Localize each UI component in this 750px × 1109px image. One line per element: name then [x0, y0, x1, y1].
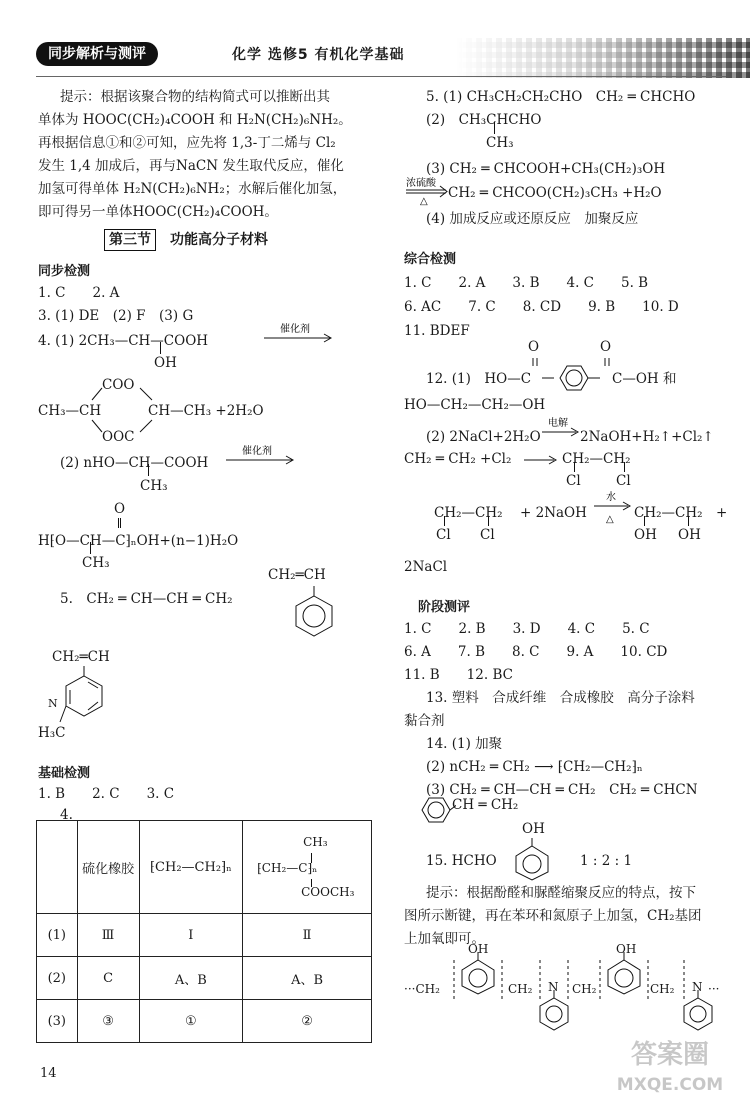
- cyclic-left: CH₃—CH: [38, 403, 102, 419]
- hint-line: 图所示断键，再在苯环和氮原子上加氢，CH₂基团: [404, 908, 702, 924]
- q4-1-equation: 4. (1) 2CH₃—CH—COOH: [38, 333, 209, 349]
- sync-title: 同步检测: [38, 264, 91, 279]
- table-cell: ③: [77, 1000, 139, 1043]
- page-number: 14: [40, 1066, 57, 1081]
- q12-hydrolysis-left: CH₂—CH₂: [434, 505, 503, 521]
- table-cell: A、B: [139, 957, 243, 1000]
- nitrogen: N: [692, 980, 703, 994]
- answer-table: [36, 820, 372, 1043]
- hydroxyl: OH: [522, 821, 545, 837]
- table-header-cell: ⁅CH₂—CH₂⁆ₙ: [139, 821, 243, 914]
- table-cell: ②: [243, 1000, 372, 1043]
- page-header: [36, 38, 726, 72]
- nitrogen: N: [548, 980, 559, 994]
- reaction-arrow: [404, 176, 448, 206]
- methyl: CH₃: [82, 555, 110, 571]
- q4-2-equation: (2) nHO—CH—COOH: [60, 455, 209, 471]
- styrene-label: CH₂═CH: [268, 567, 326, 583]
- methylene: CH₂: [508, 982, 533, 996]
- hint-line: 加氢可得单体 H₂N(CH₂)₆NH₂；水解后催化加氢，: [38, 181, 347, 197]
- ethylene-glycol: HO—CH₂—CH₂—OH: [404, 397, 546, 413]
- chlorine: Cl: [436, 527, 451, 543]
- header-decoration: [456, 38, 750, 78]
- q5-1: 5. (1) CH₃CH₂CH₂CHO CH₂ ═ CHCHO: [426, 89, 696, 105]
- cyclic-right: CH—CH₃ +2H₂O: [148, 403, 264, 419]
- carbonyl-o: O: [600, 339, 612, 355]
- chlorine: Cl: [616, 473, 631, 489]
- hydroxyl: OH: [616, 942, 637, 956]
- table-cell: ①: [139, 1000, 243, 1043]
- reaction-arrow: [592, 490, 632, 526]
- answer-line: 14. (1) 加聚: [426, 736, 503, 752]
- section-title: 功能高分子材料: [170, 232, 268, 248]
- carbonyl-o: O: [528, 339, 540, 355]
- q12-addition: CH₂ ═ CH₂ +Cl₂: [404, 451, 512, 467]
- answer-line: 11. B 12. BC: [404, 667, 513, 683]
- table-cell: A、B: [243, 957, 372, 1000]
- table-cell: Ⅲ: [77, 914, 139, 957]
- table-cell: Ⅰ: [139, 914, 243, 957]
- answer-line: 11. BDEF: [404, 323, 470, 339]
- catalyst-label: 催化剂: [242, 446, 272, 457]
- methylene: CH₂: [650, 982, 675, 996]
- header-title: 化学 选修5 有机化学基础: [232, 47, 405, 63]
- answer-line: 1. B 2. C 3. C: [38, 786, 175, 802]
- q5-2: (2) CH₃CHCHO: [426, 112, 542, 128]
- hint-line: 提示：根据该聚合物的结构简式可以推断出其: [60, 89, 330, 105]
- basic-title: 基础检测: [38, 766, 91, 781]
- q12-2: (2) 2NaCl+2H₂O: [426, 429, 541, 445]
- q12-1-suffix: C—OH 和: [612, 371, 677, 387]
- chlorine: Cl: [480, 527, 495, 543]
- polymer-formula: ⁅CH₂—C⁆ₙ: [257, 861, 318, 875]
- watermark-bottom: MXQE.COM: [616, 1075, 724, 1095]
- benzene-ring-icon: [290, 586, 338, 646]
- coo-top: COO: [102, 377, 135, 393]
- q15-answer: 15. HCHO: [426, 853, 497, 869]
- table-cell: Ⅱ: [243, 914, 372, 957]
- table-row: [37, 1000, 372, 1043]
- hint-line: 再根据信息①和②可知，应先将 1,3-丁二烯与 Cl₂: [38, 135, 336, 151]
- ester-group: COOCH₃: [301, 885, 355, 899]
- hint-line: 上加氧即可。: [404, 931, 485, 947]
- section-label: 第三节: [104, 229, 156, 251]
- heat-label: △: [420, 196, 428, 206]
- answer-line: 6. A 7. B 8. C 9. A 10. CD: [404, 644, 668, 660]
- catalyst-arrow: [224, 444, 296, 472]
- comprehensive-title: 综合检测: [404, 252, 457, 267]
- header-rule: [36, 76, 726, 77]
- watermark-top: 答案圈: [630, 1040, 709, 1070]
- benzene-ring-icon: [530, 354, 616, 398]
- phenol-ring-icon: [508, 838, 556, 882]
- table-cell: (1): [37, 914, 78, 957]
- carbonyl-o: O: [114, 501, 126, 517]
- q12-1: 12. (1) HO—C: [426, 371, 532, 387]
- header-badge: 同步解析与测评: [36, 42, 158, 66]
- answer-line: 1. C 2. A 3. B 4. C 5. B: [404, 275, 649, 291]
- answer-line: 1. C 2. B 3. D 4. C 5. C: [404, 621, 650, 637]
- table-header-cell: 硫化橡胶: [77, 821, 139, 914]
- vinylpyridine-label: CH₂═CH: [52, 649, 110, 665]
- answer-line: (3) CH₂ ═ CH—CH ═ CH₂ CH₂ ═ CHCN: [426, 782, 698, 798]
- table-cell: (2): [37, 957, 78, 1000]
- answer-line: 3. (1) DE (2) F (3) G: [38, 308, 194, 324]
- methylene: CH₂: [572, 982, 597, 996]
- chlorine: Cl: [566, 473, 581, 489]
- double-bond: [118, 518, 121, 528]
- benzene-ring-icon: [416, 792, 456, 828]
- answer-line: (2) nCH₂ ═ CH₂ ⟶ ⁅CH₂—CH₂⁆ₙ: [426, 759, 643, 775]
- q5-butadiene: 5. CH₂ ═ CH—CH ═ CH₂: [60, 591, 233, 607]
- answer-line: 6. AC 7. C 8. CD 9. B 10. D: [404, 299, 679, 315]
- answer-line: 黏合剂: [404, 713, 445, 729]
- chain-start: ···CH₂: [404, 982, 440, 996]
- nitrogen: N: [48, 697, 58, 710]
- condition-label: 电解: [548, 418, 568, 429]
- q5-4: (4) 加成反应或还原反应 加聚反应: [426, 211, 639, 227]
- q5-3: (3) CH₂ ═ CHCOOH+CH₃(CH₂)₃OH: [426, 161, 666, 177]
- methyl: CH₃: [486, 135, 514, 151]
- pyridine-ring-icon: [58, 666, 128, 736]
- sodium-chloride: 2NaCl: [404, 559, 448, 575]
- q15-ratio: 1 : 2 : 1: [580, 853, 633, 869]
- hint-line: 发生 1,4 加成后，再与NaCN 发生取代反应，催化: [38, 158, 344, 174]
- answer-line: 1. C 2. A: [38, 285, 120, 301]
- table-header-cell: [243, 821, 372, 914]
- q12-hydrolysis-right: CH₂—CH₂: [634, 505, 703, 521]
- hint-line: 单体为 HOOC(CH₂)₄COOH 和 H₂N(CH₂)₆NH₂。: [38, 112, 352, 128]
- table-row: [37, 914, 372, 957]
- hydroxyl: OH: [634, 527, 657, 543]
- section-heading: [104, 229, 268, 252]
- reaction-arrow: [522, 450, 558, 470]
- hint-line: 即可得另一单体HOOC(CH₂)₄COOH。: [38, 204, 278, 220]
- hydroxyl: OH: [154, 355, 177, 371]
- hint-line: 提示：根据酚醛和脲醛缩聚反应的特点，按下: [426, 885, 696, 901]
- electrolysis-arrow: [540, 416, 580, 442]
- hydroxyl: OH: [678, 527, 701, 543]
- catalyst-label: 催化剂: [280, 324, 310, 335]
- chain-end: ···: [708, 982, 720, 996]
- table-row: [37, 957, 372, 1000]
- heat-label: △: [606, 514, 614, 525]
- hydroxyl: OH: [468, 942, 489, 956]
- watermark: [610, 1040, 730, 1100]
- stage-title: 阶段测评: [418, 600, 471, 615]
- table-header-cell: [37, 821, 78, 914]
- q4-label: 4.: [60, 807, 73, 823]
- ooc-bottom: OOC: [102, 429, 135, 445]
- condition-label: 浓硫酸: [406, 178, 436, 189]
- ring-bonds: [82, 382, 162, 442]
- plus-sign: +: [716, 505, 728, 521]
- methyl: CH₃: [303, 835, 328, 849]
- table-header-row: [37, 821, 372, 914]
- polylactide-equation: H⁅O—CH—C⁆ₙOH+(n−1)H₂O: [38, 533, 239, 549]
- condition-label: 水: [606, 492, 616, 503]
- q12-2-product: 2NaOH+H₂↑+Cl₂↑: [580, 429, 714, 445]
- methyl-label: H₃C: [38, 725, 66, 741]
- styrene-vinyl: CH ═ CH₂: [452, 797, 519, 813]
- bond-break-marks: [444, 956, 724, 1006]
- table-cell: (3): [37, 1000, 78, 1043]
- catalyst-arrow: [262, 322, 334, 350]
- q12-addition-product: CH₂—CH₂: [562, 451, 631, 467]
- table-cell: C: [77, 957, 139, 1000]
- methyl: CH₃: [140, 478, 168, 494]
- answer-line: 13. 塑料 合成纤维 合成橡胶 高分子涂料: [426, 690, 695, 706]
- q12-hydrolysis-mid: + 2NaOH: [520, 505, 587, 521]
- q5-3-product: CH₂ ═ CHCOO(CH₂)₃CH₃ +H₂O: [448, 185, 662, 201]
